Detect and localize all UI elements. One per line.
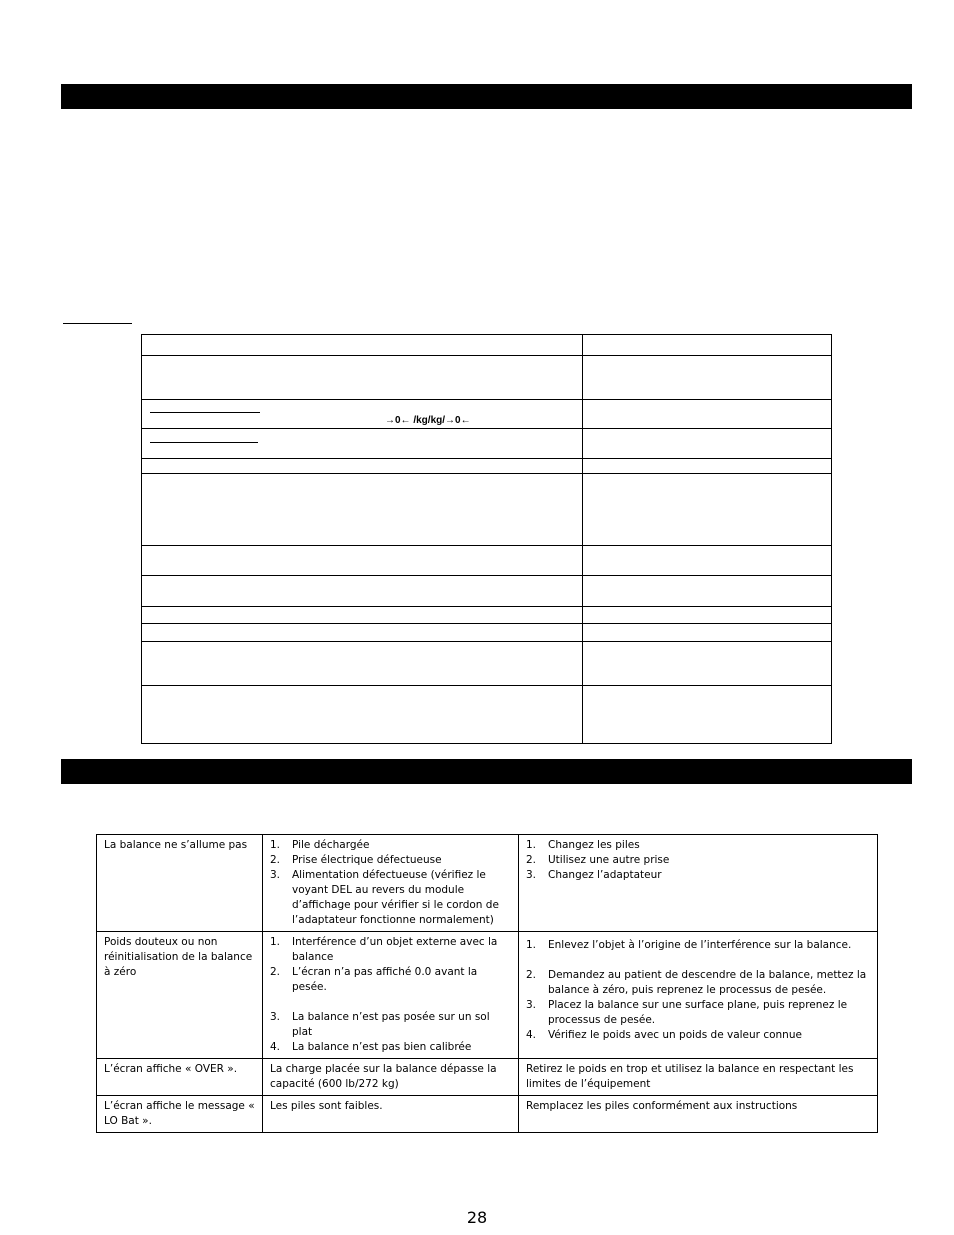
cause-cell: La charge placée sur la balance dépasse la capacité (600 lb/272 kg) <box>263 1059 519 1096</box>
list-item: 2. Utilisez une autre prise <box>526 854 670 866</box>
list-item: 1. Interférence d’un objet externe avec la balance <box>270 936 498 963</box>
spec-row <box>141 458 832 474</box>
troubleshooting-table <box>96 834 878 1133</box>
display-symbols-text: →0← /kg/kg/→0← <box>385 415 471 426</box>
spec-label-underline <box>150 442 258 443</box>
spec-row <box>141 334 832 356</box>
problem-text: La balance ne s’allume pas <box>104 839 248 851</box>
spec-row <box>141 428 832 459</box>
problem-cell <box>97 835 263 932</box>
list-item: 4. La balance n’est pas bien calibrée <box>270 1041 472 1053</box>
cause-cell <box>263 932 519 1059</box>
section-header-bar-top <box>61 84 912 109</box>
spec-row <box>141 623 832 642</box>
list-item: 4. Vérifiez le poids avec un poids de valeur connue <box>526 1029 802 1041</box>
table-row <box>97 835 878 932</box>
problem-cell <box>97 1059 263 1096</box>
spec-row <box>141 355 832 400</box>
problem-cell <box>97 1096 263 1133</box>
problem-text: Poids douteux ou non réinitialisation de la balance à zéro <box>104 936 253 978</box>
solution-cell <box>519 932 878 1059</box>
spec-row <box>141 473 832 546</box>
cause-cell <box>263 835 519 932</box>
list-item: 1. Pile déchargée <box>270 839 370 851</box>
spec-row <box>141 399 832 429</box>
cause-cell: Les piles sont faibles. <box>263 1096 519 1133</box>
problem-cell <box>97 932 263 1059</box>
list-item: 3. La balance n’est pas posée sur un sol plat <box>270 1011 490 1038</box>
list-item: 1. Changez les piles <box>526 839 640 851</box>
specifications-table <box>141 334 832 744</box>
spec-row <box>141 606 832 624</box>
page-number: 28 <box>466 1208 488 1227</box>
table-row <box>97 1096 878 1133</box>
table-row <box>97 932 878 1059</box>
list-item: 1. Enlevez l’objet à l’origine de l’interférence sur la balance. <box>526 939 852 951</box>
section-heading-underline <box>63 323 132 324</box>
list-item: 2. Prise électrique défectueuse <box>270 854 442 866</box>
list-item: 2. L’écran n’a pas affiché 0.0 avant la pesée. <box>270 966 478 993</box>
table-row <box>97 1059 878 1096</box>
spec-row <box>141 545 832 576</box>
list-item: 3. Placez la balance sur une surface plane, puis reprenez le processus de pesée. <box>526 999 848 1026</box>
solution-cell: Remplacez les piles conformément aux instructions <box>519 1096 878 1133</box>
solution-cell <box>519 835 878 932</box>
list-item: 3. Alimentation défectueuse (vérifiez le voyant DEL au revers du module d’affichage pour vérifier si le cordon de l’adaptateur fonctionne normalement) <box>270 869 499 926</box>
problem-text: L’écran affiche « OVER ». <box>104 1063 238 1075</box>
spec-row <box>141 685 832 744</box>
section-header-bar-troubleshooting <box>61 759 912 784</box>
spec-label-underline <box>150 412 260 413</box>
spec-row <box>141 641 832 686</box>
list-item: 2. Demandez au patient de descendre de la balance, mettez la balance à zéro, puis reprenez le processus de pesée. <box>526 969 867 996</box>
spec-row <box>141 575 832 607</box>
spec-table-bottom-rule <box>141 743 832 744</box>
list-item: 3. Changez l’adaptateur <box>526 869 662 881</box>
solution-cell: Retirez le poids en trop et utilisez la balance en respectant les limites de l’équipement <box>519 1059 878 1096</box>
spec-table-column-divider <box>582 334 583 743</box>
problem-text: L’écran affiche le message « LO Bat ». <box>104 1100 255 1127</box>
